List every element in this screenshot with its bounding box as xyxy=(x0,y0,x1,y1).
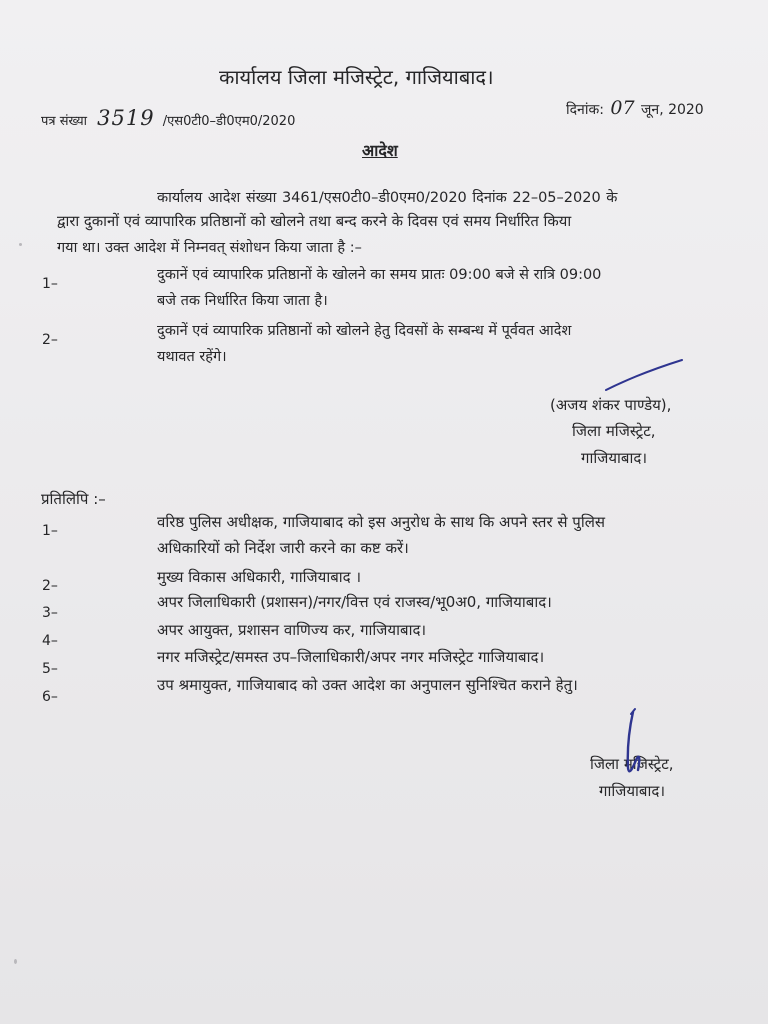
copy-number: 3– xyxy=(42,605,58,621)
copy-number: 2– xyxy=(42,578,58,594)
copy-number: 5– xyxy=(42,661,58,677)
amendment-line: दुकानें एवं व्यापारिक प्रतिष्ठानों के खोलने का समय प्रातः 09:00 बजे से रात्रि 09:00 xyxy=(157,267,602,283)
copy-heading: प्रतिलिपि :– xyxy=(41,490,106,508)
top-signature-stroke xyxy=(606,360,682,390)
copy-line: वरिष्ठ पुलिस अधीक्षक, गाजियाबाद को इस अनुरोध के साथ कि अपने स्तर से पुलिस xyxy=(157,513,606,531)
copy-line: अधिकारियों को निर्देश जारी करने का कष्ट करें। xyxy=(157,539,409,557)
office-heading: कार्यालय जिला मजिस्ट्रेट, गाजियाबाद। xyxy=(219,65,494,89)
copy-line: नगर मजिस्ट्रेट/समस्त उप–जिलाधिकारी/अपर नगर मजिस्ट्रेट गाजियाबाद। xyxy=(157,648,545,666)
amendment-line: बजे तक निर्धारित किया जाता है। xyxy=(157,293,328,309)
order-title: आदेश xyxy=(362,141,398,160)
paper-speck xyxy=(14,959,17,964)
bottom-signature-stroke xyxy=(628,712,640,771)
intro-line: कार्यालय आदेश संख्या 3461/एस0टी0–डी0एम0/2020 दिनांक 22–05–2020 के xyxy=(157,190,618,206)
date-rest: जून, 2020 xyxy=(641,102,704,118)
reference-number-handwritten: 3519 xyxy=(97,106,155,130)
signatory-name: (अजय शंकर पाण्डेय), xyxy=(550,396,672,414)
date-day-handwritten: 07 xyxy=(610,97,635,119)
amendment-number: 1– xyxy=(42,276,58,292)
amendment-line: यथावत रहेंगे। xyxy=(157,349,227,365)
copy-number: 1– xyxy=(42,523,58,539)
copy-line: अपर जिलाधिकारी (प्रशासन)/नगर/वित्त एवं राजस्व/भू0अ0, गाजियाबाद। xyxy=(157,593,552,611)
paper-speck xyxy=(19,243,22,246)
copy-number: 4– xyxy=(42,633,58,649)
intro-line: गया था। उक्त आदेश में निम्नवत् संशोधन किया जाता है :– xyxy=(57,240,362,256)
date-label: दिनांक: xyxy=(566,102,604,118)
copy-line: उप श्रमायुक्त, गाजियाबाद को उक्त आदेश का अनुपालन सुनिश्चित कराने हेतु। xyxy=(157,676,578,694)
bottom-signatory-designation: जिला मजिस्ट्रेट, xyxy=(590,755,674,773)
copy-line: मुख्य विकास अधिकारी, गाजियाबाद । xyxy=(157,568,362,586)
reference-label: पत्र संख्या xyxy=(41,114,87,129)
amendment-number: 2– xyxy=(42,332,58,348)
bottom-signatory-place: गाजियाबाद। xyxy=(599,782,666,800)
copy-number: 6– xyxy=(42,689,58,705)
intro-line: द्वारा दुकानों एवं व्यापारिक प्रतिष्ठानों को खोलने तथा बन्द करने के दिवस एवं समय निर्धारित किया xyxy=(57,213,572,230)
copy-line: अपर आयुक्त, प्रशासन वाणिज्य कर, गाजियाबाद। xyxy=(157,621,427,639)
reference-suffix: /एस0टी0–डी0एम0/2020 xyxy=(162,114,296,129)
amendment-line: दुकानें एवं व्यापारिक प्रतिष्ठानों को खोलने हेतु दिवसों के सम्बन्ध में पूर्ववत आदेश xyxy=(157,323,572,339)
signatory-designation: जिला मजिस्ट्रेट, xyxy=(572,422,656,440)
signatory-place: गाजियाबाद। xyxy=(581,449,648,467)
